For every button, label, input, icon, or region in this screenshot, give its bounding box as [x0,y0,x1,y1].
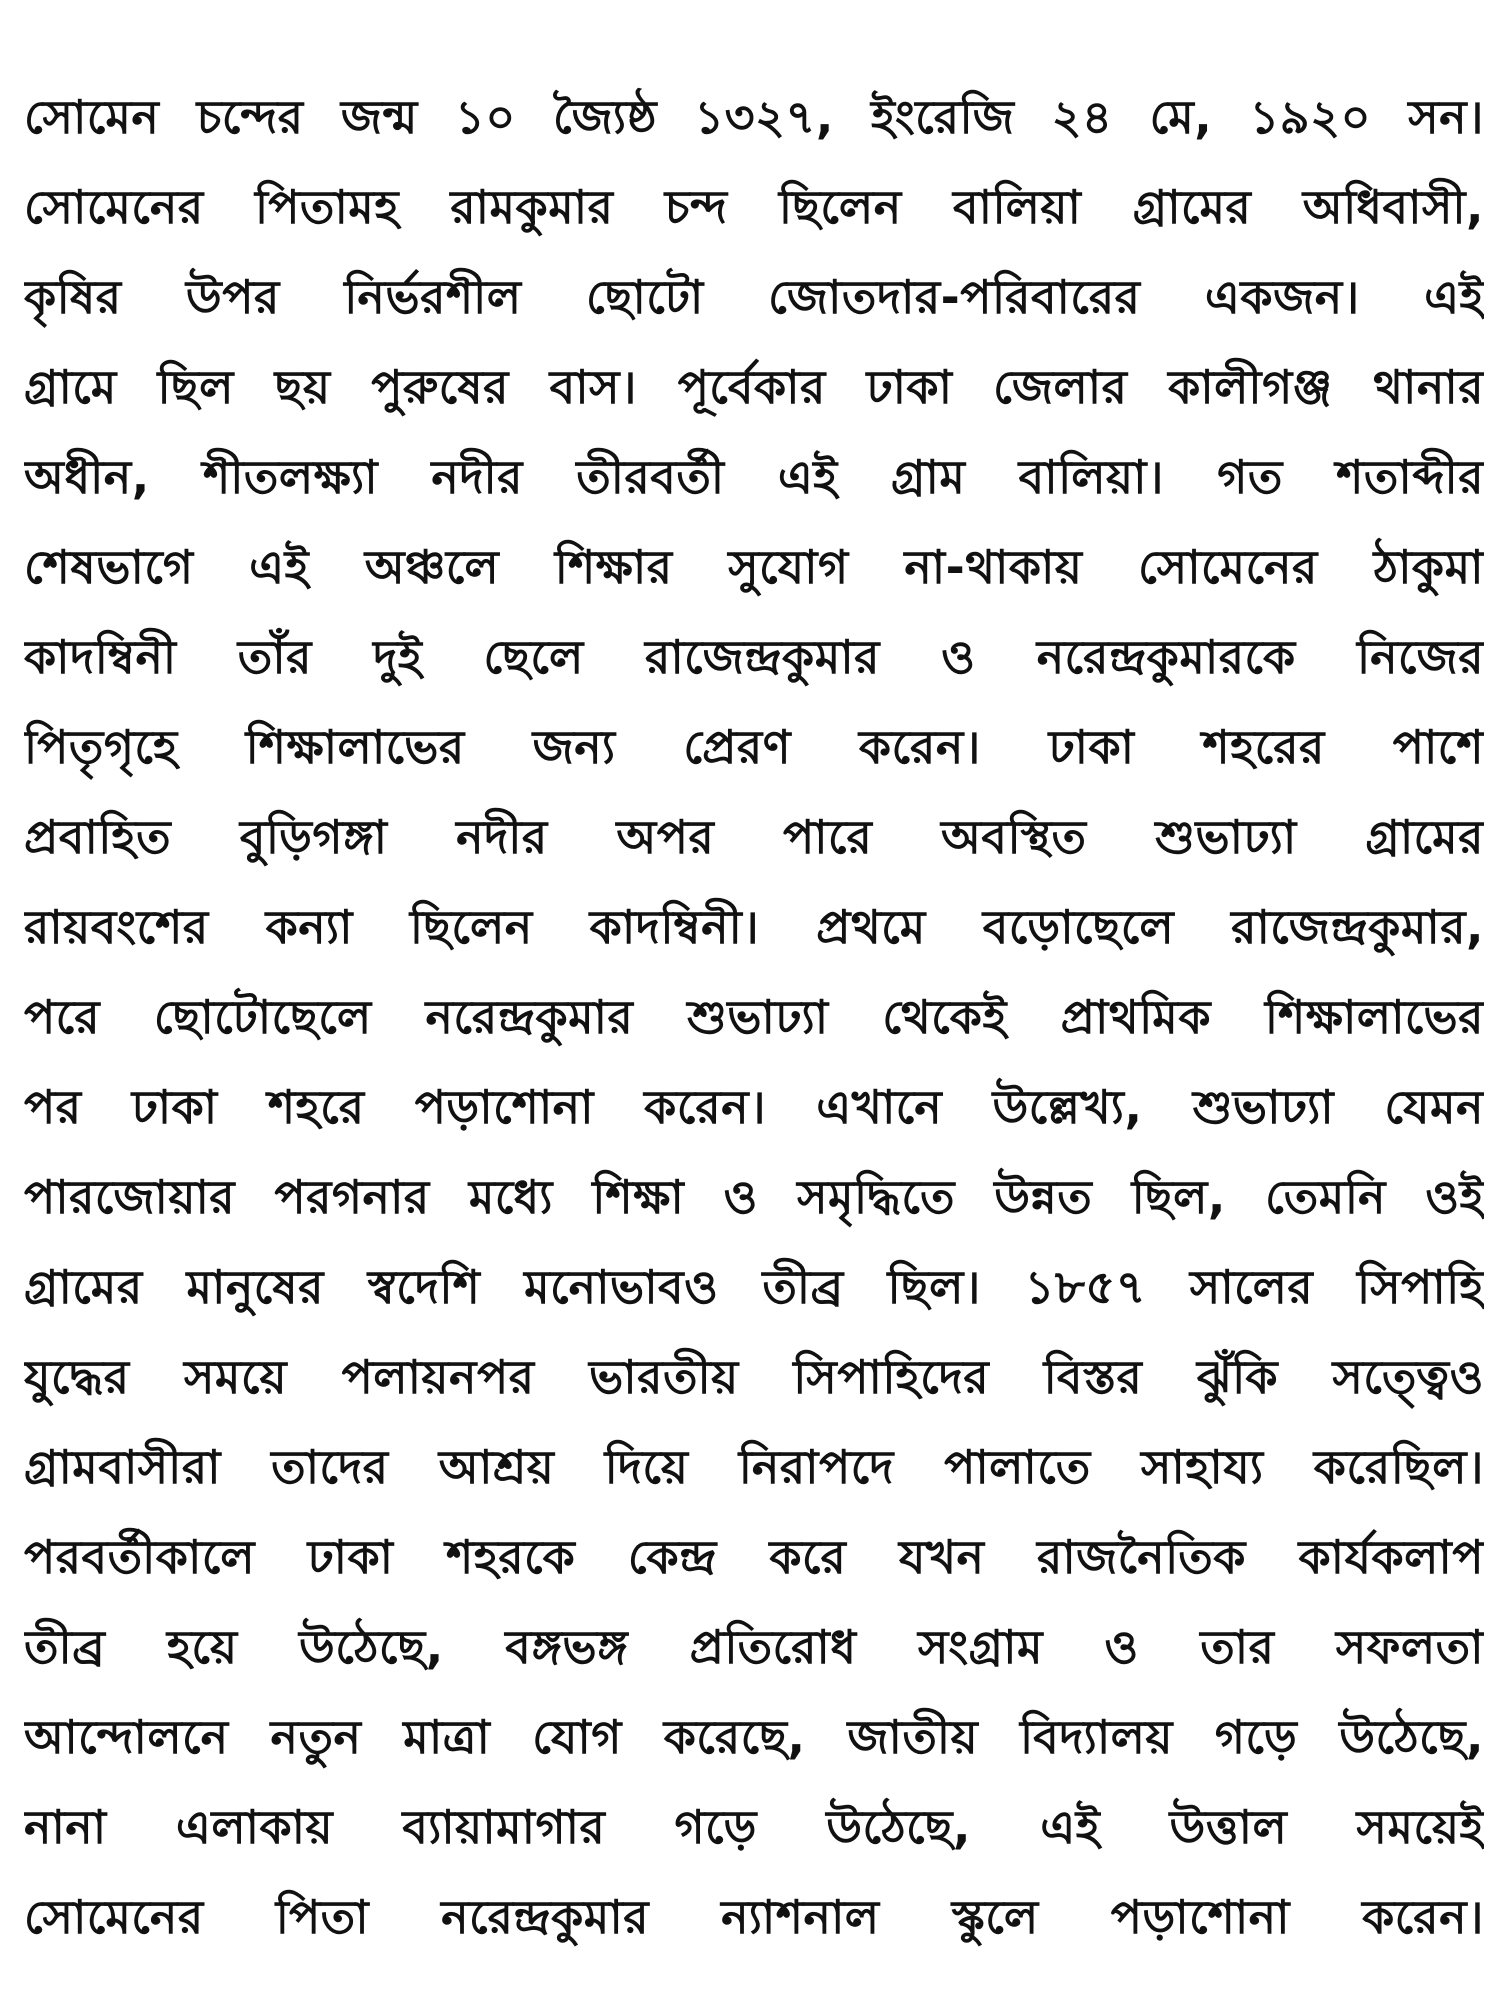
body-paragraph [24,72,1484,1962]
text-line-5: অধীন, শীতলক্ষ্যা নদীর তীরবর্তী এই গ্রাম বালিয়া। গত শতাব্দীর [24,450,1484,504]
text-line-4: গ্রামে ছিল ছয় পুরুষের বাস। পূর্বেকার ঢাকা জেলার কালীগঞ্জ থানার [24,360,1484,414]
text-line-6: শেষভাগে এই অঞ্চলে শিক্ষার সুযোগ না-থাকায় সোমেনের ঠাকুমা [24,540,1484,594]
text-line-7: কাদম্বিনী তাঁর দুই ছেলে রাজেন্দ্রকুমার ও নরেন্দ্রকুমারকে নিজের [24,630,1484,684]
text-line-8: পিতৃগৃহে শিক্ষালাভের জন্য প্রেরণ করেন। ঢাকা শহরের পাশে [24,720,1484,774]
text-line-14: গ্রামের মানুষের স্বদেশি মনোভাবও তীব্র ছিল। ১৮৫৭ সালের সিপাহি [24,1260,1484,1314]
text-line-16: গ্রামবাসীরা তাদের আশ্রয় দিয়ে নিরাপদে পালাতে সাহায্য করেছিল। [24,1440,1484,1494]
text-line-18: তীব্র হয়ে উঠেছে, বঙ্গভঙ্গ প্রতিরোধ সংগ্রাম ও তার সফলতা [24,1620,1484,1674]
text-line-19: আন্দোলনে নতুন মাত্রা যোগ করেছে, জাতীয় বিদ্যালয় গড়ে উঠেছে, [24,1710,1484,1764]
text-line-20: নানা এলাকায় ব্যায়ামাগার গড়ে উঠেছে, এই উত্তাল সময়েই [24,1800,1484,1854]
text-line-13: পারজোয়ার পরগনার মধ্যে শিক্ষা ও সমৃদ্ধিতে উন্নত ছিল, তেমনি ওই [24,1170,1484,1224]
text-line-12: পর ঢাকা শহরে পড়াশোনা করেন। এখানে উল্লেখ্য, শুভাঢ্যা যেমন [24,1080,1484,1134]
text-line-3: কৃষির উপর নির্ভরশীল ছোটো জোতদার-পরিবারের একজন। এই [24,270,1484,324]
text-line-2: সোমেনের পিতামহ রামকুমার চন্দ ছিলেন বালিয়া গ্রামের অধিবাসী, [24,180,1484,234]
text-line-21: সোমেনের পিতা নরেন্দ্রকুমার ন্যাশনাল স্কুলে পড়াশোনা করেন। [24,1890,1484,1944]
text-line-9: প্রবাহিত বুড়িগঙ্গা নদীর অপর পারে অবস্থিত শুভাঢ্যা গ্রামের [24,810,1484,864]
text-line-17: পরবর্তীকালে ঢাকা শহরকে কেন্দ্র করে যখন রাজনৈতিক কার্যকলাপ [24,1530,1484,1584]
text-line-11: পরে ছোটোছেলে নরেন্দ্রকুমার শুভাঢ্যা থেকেই প্রাথমিক শিক্ষালাভের [24,990,1484,1044]
text-line-10: রায়বংশের কন্যা ছিলেন কাদম্বিনী। প্রথমে বড়োছেলে রাজেন্দ্রকুমার, [24,900,1484,954]
text-line-1: সোমেন চন্দের জন্ম ১০ জ্যৈষ্ঠ ১৩২৭, ইংরেজি ২৪ মে, ১৯২০ সন। [24,90,1484,144]
text-line-15: যুদ্ধের সময়ে পলায়নপর ভারতীয় সিপাহিদের বিস্তর ঝুঁকি সত্ত্বেও [24,1350,1484,1404]
